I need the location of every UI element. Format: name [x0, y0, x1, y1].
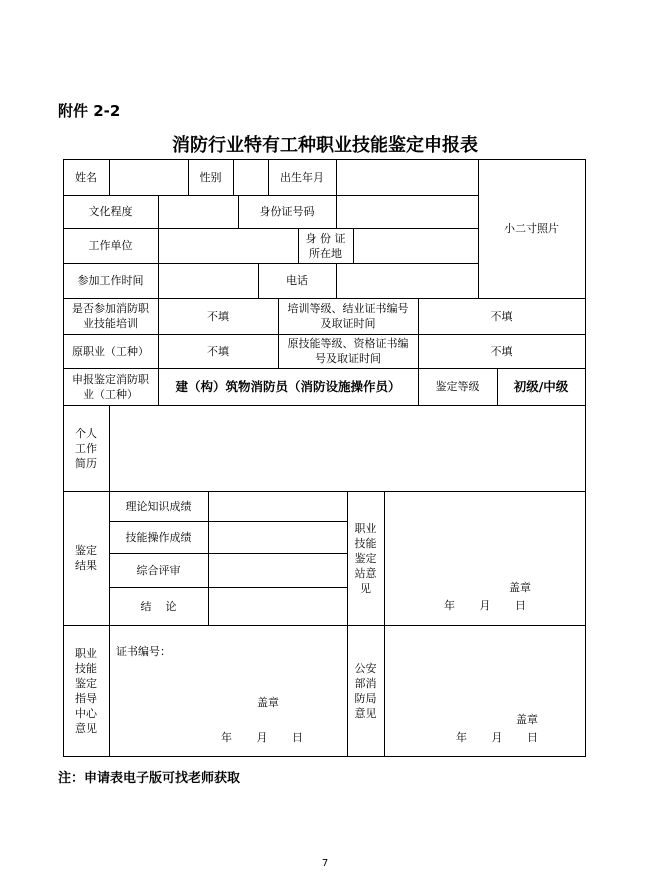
label-guidance-center: 职业 技能 鉴定 指导 中心 意见 [75, 646, 97, 735]
label-skill-score: 技能操作成绩 [125, 530, 192, 544]
attachment-label: 附件 2-2 [58, 102, 121, 120]
date-2: 年 月 日 [221, 731, 303, 744]
date-3: 年 月 日 [456, 731, 538, 744]
label-id-location: 身 份 证 所在地 [305, 231, 346, 260]
label-theory-score: 理论知识成绩 [125, 499, 192, 513]
label-station-opinion: 职业 技能 鉴定 站意 见 [354, 521, 377, 595]
seal-2: 盖章 [257, 696, 279, 709]
label-level: 鉴定等级 [435, 380, 480, 393]
label-original-cert: 原技能等级、资格证书编 号及取证时间 [287, 337, 409, 365]
label-name: 姓名 [75, 170, 97, 184]
form-title: 消防行业特有工种职业技能鉴定申报表 [172, 135, 478, 156]
value-level: 初级/中级 [513, 379, 569, 394]
seal-3: 盖章 [516, 713, 538, 726]
label-original-job: 原职业（工种） [72, 344, 149, 358]
label-training-cert: 培训等级、结业证书编号 及取证时间 [287, 302, 409, 330]
date-1: 年 月 日 [444, 599, 526, 612]
page-number: 7 [321, 858, 329, 869]
value-apply-job: 建（构）筑物消防员（消防设施操作员） [175, 379, 401, 394]
label-conclusion: 结 论 [140, 599, 177, 613]
label-overall-review: 综合评审 [136, 563, 181, 577]
value-not-fill-1: 不填 [207, 309, 229, 323]
label-id-number: 身份证号码 [259, 205, 315, 218]
label-ministry-opinion: 公安 部消 防局 意见 [354, 661, 377, 720]
seal-1: 盖章 [509, 581, 531, 594]
label-phone: 电话 [286, 274, 308, 287]
photo-placeholder: 小二寸照片 [504, 222, 559, 235]
value-not-fill-2: 不填 [490, 309, 513, 323]
label-birth: 出生年月 [280, 170, 324, 184]
value-not-fill-4: 不填 [490, 344, 513, 358]
label-result: 鉴定 结果 [75, 544, 97, 572]
footer-note: 注：申请表电子版可找老师获取 [58, 771, 241, 786]
label-training-question: 是否参加消防职 业技能培训 [72, 302, 149, 330]
label-cert-no: 证书编号： [116, 645, 171, 658]
label-employer: 工作单位 [88, 239, 133, 252]
label-gender: 性别 [199, 170, 222, 184]
label-work-start: 参加工作时间 [77, 274, 144, 287]
label-education: 文化程度 [88, 205, 133, 218]
label-apply-job: 申报鉴定消防职 业（工种） [72, 372, 149, 401]
value-not-fill-3: 不填 [207, 344, 229, 358]
label-resume: 个人 工作 简历 [75, 426, 97, 470]
